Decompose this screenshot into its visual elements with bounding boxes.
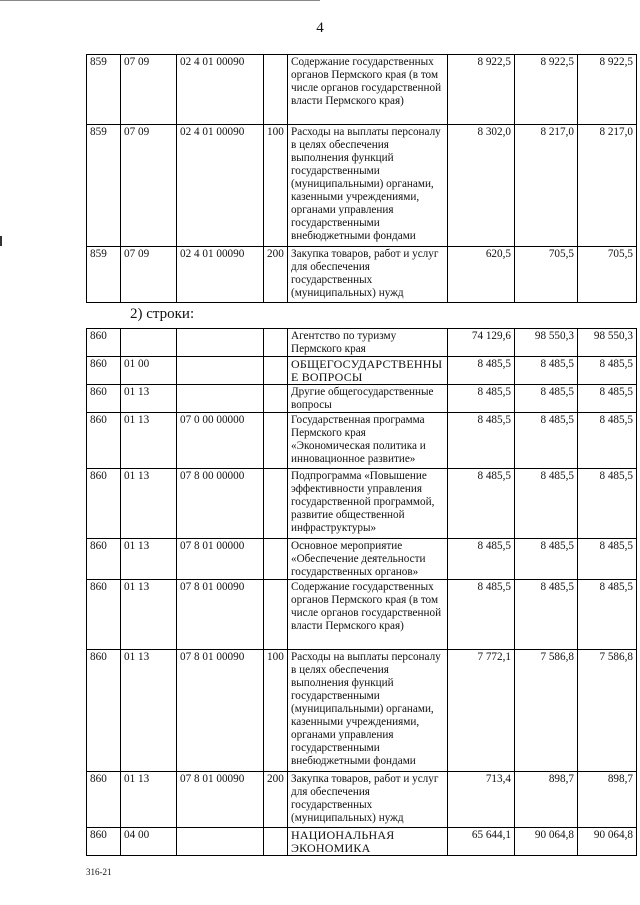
- target-article-cell: 07 0 00 00000: [177, 413, 264, 469]
- target-article-cell: [177, 828, 264, 856]
- amount-2022-cell: 98 550,3: [515, 329, 578, 357]
- amount-2022-cell: 8 485,5: [515, 385, 578, 413]
- amount-2021-cell: 8 485,5: [448, 469, 515, 539]
- table-row: [87, 469, 637, 539]
- amount-2022-cell: 705,5: [515, 247, 578, 303]
- ved-cell: 860: [87, 329, 121, 357]
- amount-2023-cell: 8 485,5: [578, 580, 637, 650]
- expense-type-cell: [264, 55, 288, 125]
- item-name-cell: Основное мероприятие «Обеспечение деятельности государственных органов»: [288, 539, 448, 580]
- expense-type-cell: [264, 329, 288, 357]
- amount-2021-cell: 8 485,5: [448, 539, 515, 580]
- item-name-cell: Закупка товаров, работ и услуг для обеспечения государственных (муниципальных) нужд: [288, 247, 448, 303]
- amount-2022-cell: 8 485,5: [515, 357, 578, 385]
- amount-2022-cell: 8 217,0: [515, 125, 578, 247]
- amount-2021-cell: 8 485,5: [448, 357, 515, 385]
- target-article-cell: [177, 357, 264, 385]
- expense-type-cell: [264, 580, 288, 650]
- target-article-cell: 02 4 01 00090: [177, 247, 264, 303]
- item-name-cell: Содержание государственных органов Пермского края (в том числе органов государственной власти Пермского края): [288, 55, 448, 125]
- amount-2023-cell: 98 550,3: [578, 329, 637, 357]
- ved-cell: 860: [87, 828, 121, 856]
- table-row: [87, 828, 637, 856]
- amount-2023-cell: 8 485,5: [578, 539, 637, 580]
- section-code-cell: 01 13: [121, 580, 177, 650]
- amount-2023-cell: 7 586,8: [578, 650, 637, 772]
- amount-2022-cell: 7 586,8: [515, 650, 578, 772]
- amount-2021-cell: 620,5: [448, 247, 515, 303]
- amount-2022-cell: 90 064,8: [515, 828, 578, 856]
- section-code-cell: 07 09: [121, 125, 177, 247]
- item-name-cell: НАЦИОНАЛЬНАЯ ЭКОНОМИКА: [288, 828, 448, 856]
- expense-type-cell: [264, 469, 288, 539]
- item-name-cell: Агентство по туризму Пермского края: [288, 329, 448, 357]
- item-name-cell: Закупка товаров, работ и услуг для обеспечения государственных (муниципальных) нужд: [288, 772, 448, 828]
- table-row: [87, 125, 637, 247]
- ved-cell: 860: [87, 772, 121, 828]
- ved-cell: 860: [87, 357, 121, 385]
- expense-type-cell: 200: [264, 772, 288, 828]
- ved-cell: 860: [87, 580, 121, 650]
- section-code-cell: 01 13: [121, 385, 177, 413]
- ved-cell: 860: [87, 385, 121, 413]
- section-code-cell: 07 09: [121, 247, 177, 303]
- amount-2021-cell: 8 302,0: [448, 125, 515, 247]
- ved-cell: 860: [87, 650, 121, 772]
- section-code-cell: 01 13: [121, 469, 177, 539]
- section-heading: 2) строки:: [130, 306, 195, 322]
- section-code-cell: 01 00: [121, 357, 177, 385]
- amount-2021-cell: 8 922,5: [448, 55, 515, 125]
- table-row: [87, 772, 637, 828]
- expense-type-cell: [264, 385, 288, 413]
- amount-2022-cell: 8 485,5: [515, 469, 578, 539]
- amount-2023-cell: 8 485,5: [578, 385, 637, 413]
- section-code-cell: [121, 329, 177, 357]
- section-code-cell: 01 13: [121, 772, 177, 828]
- item-name-cell: ОБЩЕГОСУДАРСТВЕННЫЕ ВОПРОСЫ: [288, 357, 448, 385]
- amount-2021-cell: 8 485,5: [448, 385, 515, 413]
- amount-2023-cell: 8 485,5: [578, 413, 637, 469]
- ved-cell: 859: [87, 247, 121, 303]
- target-article-cell: 07 8 01 00090: [177, 772, 264, 828]
- item-name-cell: Расходы на выплаты персоналу в целях обеспечения выполнения функций государственными (муниципальными) органами, казенными учреждениями, органами управления государственными внебюджетными фондами: [288, 650, 448, 772]
- ved-cell: 860: [87, 413, 121, 469]
- ved-cell: 860: [87, 539, 121, 580]
- section-code-cell: 07 09: [121, 55, 177, 125]
- table-row: [87, 247, 637, 303]
- expense-type-cell: [264, 539, 288, 580]
- expense-type-cell: [264, 828, 288, 856]
- amount-2022-cell: 8 485,5: [515, 539, 578, 580]
- amount-2023-cell: 8 922,5: [578, 55, 637, 125]
- scan-margin-mark: [0, 236, 2, 246]
- item-name-cell: Государственная программа Пермского края «Экономическая политика и инновационное развитие»: [288, 413, 448, 469]
- item-name-cell: Другие общегосударственные вопросы: [288, 385, 448, 413]
- table-row: [87, 580, 637, 650]
- amount-2022-cell: 8 485,5: [515, 580, 578, 650]
- amount-2022-cell: 8 922,5: [515, 55, 578, 125]
- table-row: [87, 385, 637, 413]
- expense-type-cell: 200: [264, 247, 288, 303]
- table-row: [87, 539, 637, 580]
- budget-table-new-rows: [86, 328, 637, 856]
- amount-2023-cell: 898,7: [578, 772, 637, 828]
- ved-cell: 859: [87, 125, 121, 247]
- section-code-cell: 01 13: [121, 650, 177, 772]
- target-article-cell: 02 4 01 00090: [177, 55, 264, 125]
- target-article-cell: 07 8 00 00000: [177, 469, 264, 539]
- target-article-cell: [177, 385, 264, 413]
- expense-type-cell: [264, 357, 288, 385]
- budget-table-continued: [86, 54, 637, 303]
- expense-type-cell: 100: [264, 125, 288, 247]
- amount-2022-cell: 898,7: [515, 772, 578, 828]
- table-row: [87, 329, 637, 357]
- page-number: 4: [316, 20, 324, 36]
- amount-2023-cell: 8 217,0: [578, 125, 637, 247]
- expense-type-cell: 100: [264, 650, 288, 772]
- target-article-cell: 07 8 01 00090: [177, 650, 264, 772]
- section-code-cell: 01 13: [121, 413, 177, 469]
- section-code-cell: 01 13: [121, 539, 177, 580]
- item-name-cell: Содержание государственных органов Пермского края (в том числе органов государственной власти Пермского края): [288, 580, 448, 650]
- amount-2021-cell: 74 129,6: [448, 329, 515, 357]
- amount-2021-cell: 713,4: [448, 772, 515, 828]
- table-row: [87, 55, 637, 125]
- table-row: [87, 357, 637, 385]
- scan-top-edge: [0, 0, 320, 1]
- target-article-cell: 02 4 01 00090: [177, 125, 264, 247]
- target-article-cell: 07 8 01 00000: [177, 539, 264, 580]
- amount-2021-cell: 8 485,5: [448, 580, 515, 650]
- amount-2021-cell: 7 772,1: [448, 650, 515, 772]
- section-code-cell: 04 00: [121, 828, 177, 856]
- table-row: [87, 413, 637, 469]
- amount-2022-cell: 8 485,5: [515, 413, 578, 469]
- expense-type-cell: [264, 413, 288, 469]
- amount-2023-cell: 90 064,8: [578, 828, 637, 856]
- amount-2021-cell: 65 644,1: [448, 828, 515, 856]
- target-article-cell: [177, 329, 264, 357]
- amount-2023-cell: 8 485,5: [578, 357, 637, 385]
- amount-2023-cell: 705,5: [578, 247, 637, 303]
- amount-2021-cell: 8 485,5: [448, 413, 515, 469]
- document-code: 316-21: [86, 867, 112, 877]
- target-article-cell: 07 8 01 00090: [177, 580, 264, 650]
- ved-cell: 860: [87, 469, 121, 539]
- item-name-cell: Подпрограмма «Повышение эффективности управления государственной программой, развитие общественной инфраструктуры»: [288, 469, 448, 539]
- item-name-cell: Расходы на выплаты персоналу в целях обеспечения выполнения функций государственными (муниципальными) органами, казенными учреждениями, органами управления государственными внебюджетными фондами: [288, 125, 448, 247]
- table-row: [87, 650, 637, 772]
- amount-2023-cell: 8 485,5: [578, 469, 637, 539]
- ved-cell: 859: [87, 55, 121, 125]
